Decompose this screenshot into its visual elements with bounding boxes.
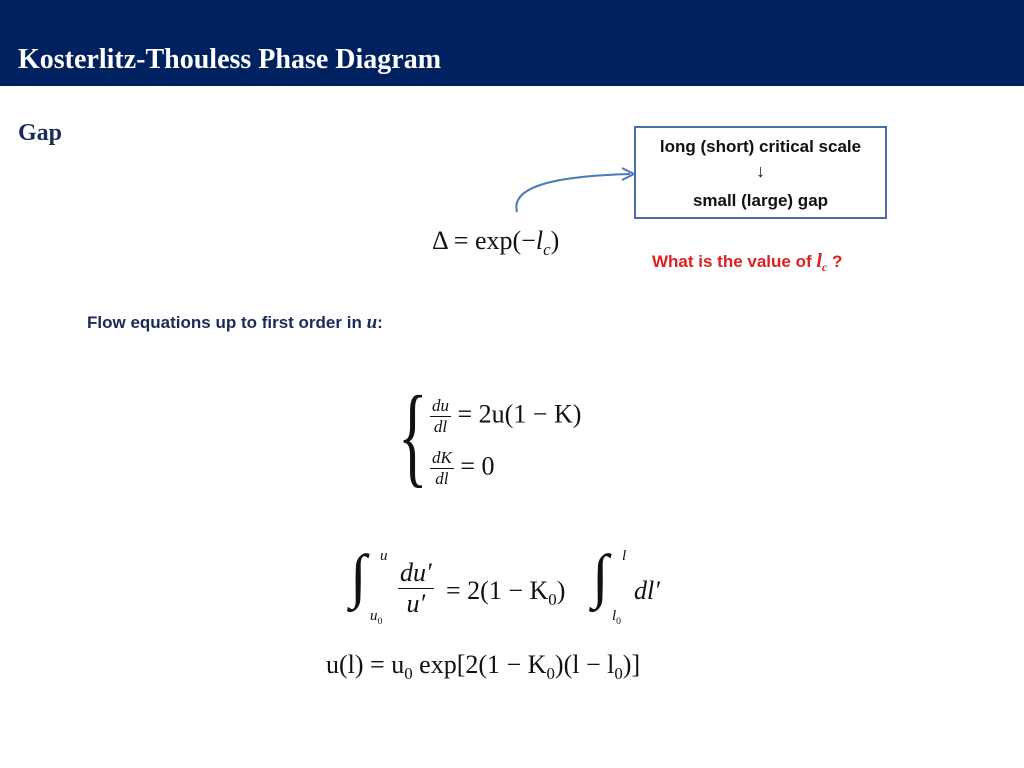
sol-mid2: )(l − l [554, 650, 615, 679]
question-suffix: ? [827, 252, 843, 271]
gap-sub: c [543, 240, 551, 260]
int1-lower-sub: 0 [377, 616, 383, 627]
section-title: Gap [18, 120, 63, 146]
flow-label [87, 312, 383, 334]
flow-label-suffix: : [377, 313, 383, 332]
solution-equation [326, 650, 640, 684]
sol-sub2: 0 [546, 664, 555, 684]
gap-eq: = [453, 226, 469, 255]
question-sub: c [821, 260, 828, 274]
int-middle-close: ) [556, 576, 566, 605]
gap-lhs: Δ [432, 226, 448, 255]
int-num: du′ [400, 558, 432, 587]
question-prefix: What is the value of [652, 252, 817, 271]
int-den: u′ [406, 589, 426, 618]
callout-line1: long (short) critical scale [659, 137, 862, 156]
flow-label-prefix: Flow equations up to first order in [87, 313, 367, 332]
sol-sub1: 0 [404, 664, 413, 684]
flow-label-var: u [366, 312, 378, 333]
int2-lower-sub: 0 [616, 616, 622, 627]
int1-upper: u [380, 548, 388, 564]
callout-line2: small (large) gap [692, 191, 829, 210]
down-arrow-icon: ↓ [756, 161, 765, 181]
sol-close: )] [622, 650, 641, 679]
sol-sub3: 0 [614, 664, 623, 684]
sol-mid: exp[2(1 − K [412, 650, 547, 679]
int2-upper: l [622, 548, 627, 564]
question-var: l [816, 250, 822, 272]
du-num: du [432, 396, 449, 415]
gap-rhs: exp(− [474, 226, 536, 255]
gap-close: ) [550, 226, 560, 255]
du-den: dl [433, 417, 448, 436]
flow-eq-du [430, 396, 581, 437]
slide-title: Kosterlitz-Thouless Phase Diagram [18, 44, 442, 75]
int-middle: = 2(1 − K [446, 576, 549, 605]
question-text [652, 250, 842, 275]
int-integrand: dl′ [634, 576, 660, 605]
dk-den: dl [435, 469, 449, 488]
dk-rhs: = 0 [460, 451, 495, 481]
int2-lower: l [612, 608, 617, 624]
du-rhs: = 2u(1 − K) [457, 399, 582, 429]
flow-eq-dk [430, 448, 495, 489]
left-brace: { [398, 374, 428, 498]
gap-var: l [535, 226, 544, 255]
gap-equation [432, 226, 559, 260]
int-middle-sub: 0 [548, 590, 557, 610]
dk-num: dK [432, 448, 452, 467]
sol-lhs: u(l) = u [326, 650, 405, 679]
callout-box [634, 126, 887, 219]
int1-lower: u [370, 608, 378, 624]
